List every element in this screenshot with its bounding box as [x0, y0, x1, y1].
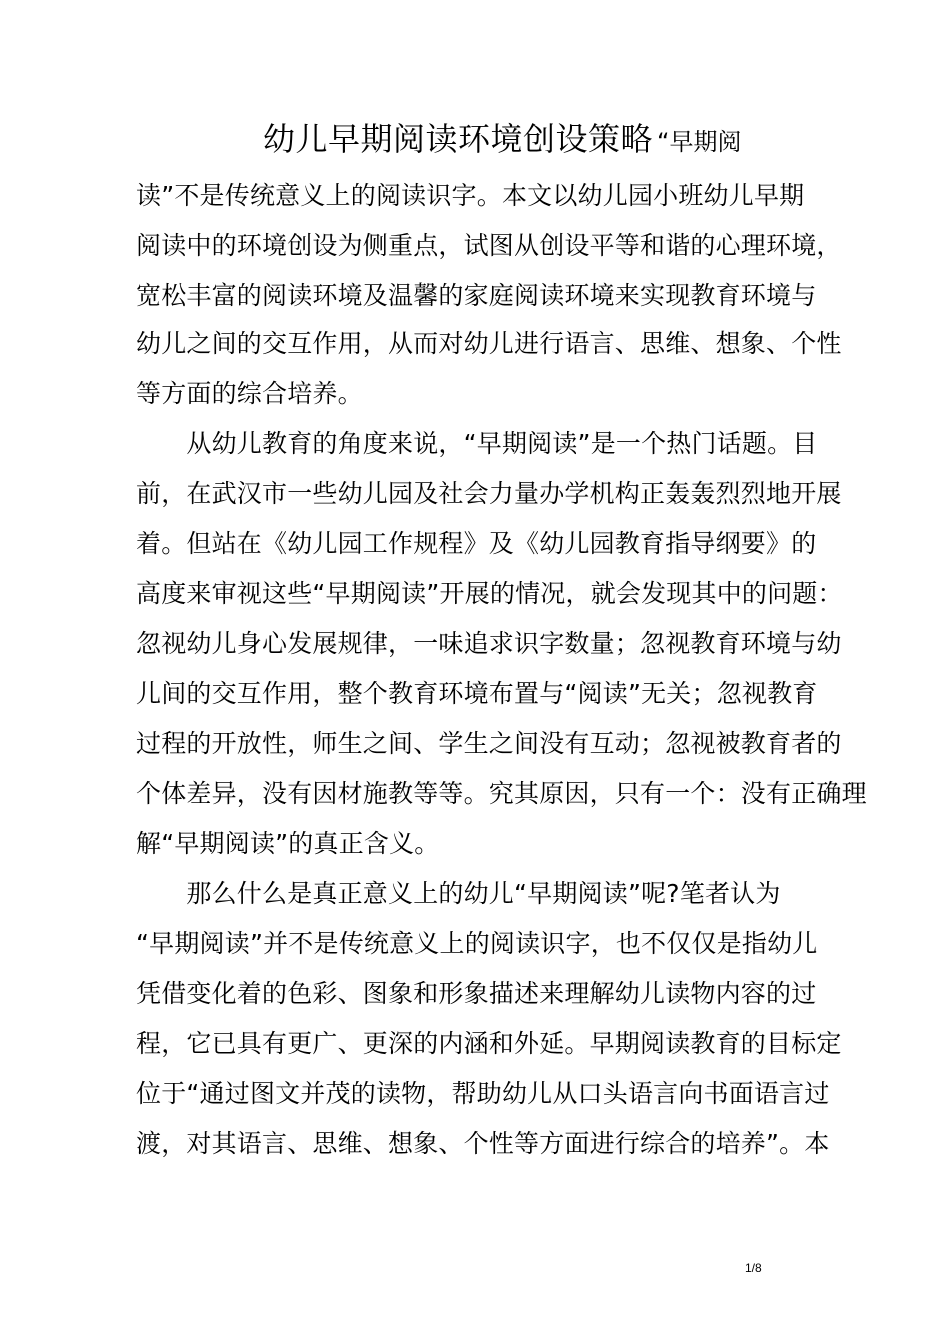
text-line: 解“早期阅读”的真正含义。	[136, 829, 440, 858]
text-line: 过程的开放性，师生之间、学生之间没有互动；忽视被教育者的	[136, 729, 842, 758]
text-line: 宽松丰富的阅读环境及温馨的家庭阅读环境来实现教育环境与	[136, 281, 817, 310]
text-line: 高度来审视这些“早期阅读”开展的情况，就会发现其中的问题：	[136, 579, 843, 608]
text-line: 凭借变化着的色彩、图象和形象描述来理解幼儿读物内容的过	[136, 979, 817, 1008]
text-line: “早期阅读”并不是传统意义上的阅读识字，也不仅仅是指幼儿	[136, 929, 818, 958]
text-line: 前，在武汉市一些幼儿园及社会力量办学机构正轰轰烈烈地开展	[136, 479, 842, 508]
text-line: 等方面的综合培养。	[136, 379, 363, 408]
text-line: 程，它已具有更广、更深的内涵和外延。早期阅读教育的目标定	[136, 1029, 842, 1058]
title-line	[263, 116, 741, 162]
text-line: 从幼儿教育的角度来说，“早期阅读”是一个热门话题。目	[136, 429, 818, 458]
text-line: 个体差异，没有因材施教等等。究其原因，只有一个：没有正确理	[136, 779, 867, 808]
text-line: 忽视幼儿身心发展规律，一味追求识字数量；忽视教育环境与幼	[136, 629, 842, 658]
text-line: 着。但站在《幼儿园工作规程》及《幼儿园教育指导纲要》的	[136, 529, 817, 558]
text-line: 读”不是传统意义上的阅读识字。本文以幼儿园小班幼儿早期	[136, 181, 805, 210]
page-number: 1/8	[745, 1261, 762, 1275]
document-title: 幼儿早期阅读环境创设策略	[263, 120, 654, 158]
text-line: 渡，对其语言、思维、想象、个性等方面进行综合的培养”。本	[136, 1129, 830, 1158]
title-continuation: “早期阅	[657, 128, 742, 156]
text-line: 阅读中的环境创设为侧重点，试图从创设平等和谐的心理环境，	[136, 231, 842, 260]
text-line: 位于“通过图文并茂的读物，帮助幼儿从口头语言向书面语言过	[136, 1079, 830, 1108]
text-line: 儿间的交互作用，整个教育环境布置与“阅读”无关；忽视教育	[136, 679, 818, 708]
text-line: 那么什么是真正意义上的幼儿“早期阅读”呢?笔者认为	[136, 879, 781, 908]
text-line: 幼儿之间的交互作用，从而对幼儿进行语言、思维、想象、个性	[136, 329, 842, 358]
